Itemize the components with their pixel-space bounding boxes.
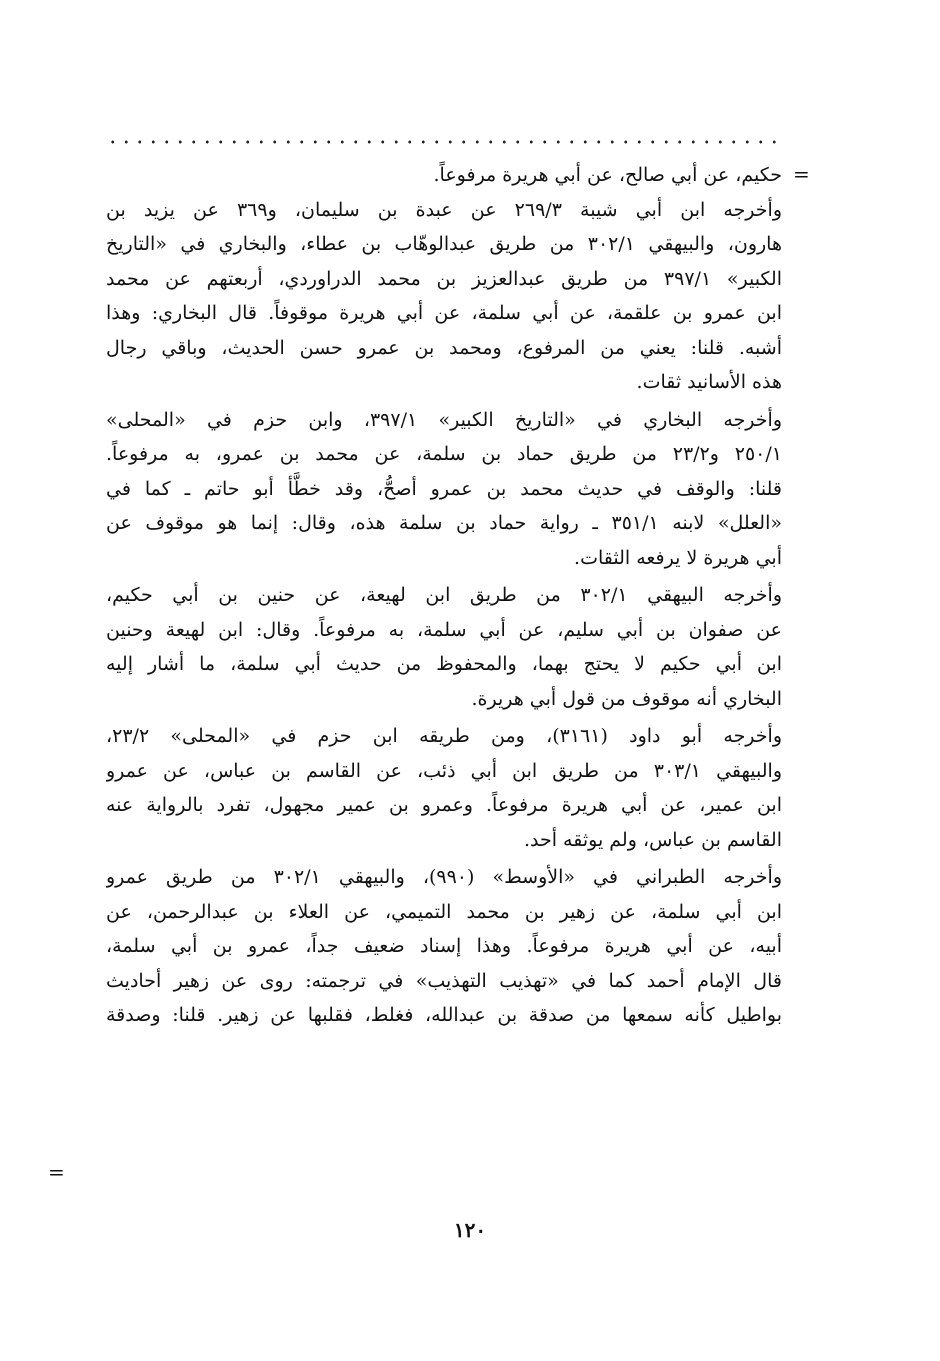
footnote-text (106, 158, 782, 1033)
text-line: الكبير» ٣٩٧/١ من طريق عبدالعزيز بن محمد الدراوردي، أربعتهم عن محمد (106, 267, 782, 290)
page-number: ١٢٠ (453, 1218, 487, 1242)
text-line: البخاري أنه موقوف من قول أبي هريرة. (471, 687, 782, 710)
text-line: ابن عمير، عن أبي هريرة مرفوعاً. وعمرو بن عمير مجهول، تفرد بالرواية عنه (106, 794, 782, 816)
text-line: عن صفوان بن أبي سليم، عن أبي سلمة، به مرفوعاً. وقال: ابن لهيعة وحنين (106, 618, 782, 641)
text-line: ٢٥٠/١ و٢٣/٢ من طريق حماد بن سلمة، عن محمد بن عمرو، به مرفوعاً. (106, 443, 782, 465)
footnote-separator (106, 140, 782, 144)
text-line: والبيهقي ٣٠٣/١ من طريق ابن أبي ذئب، عن القاسم بن عباس، عن عمرو (106, 759, 782, 782)
text-line: أبيه، عن أبي هريرة مرفوعاً. وهذا إسناد ضعيف جداً، عمرو بن أبي سلمة، (106, 935, 782, 957)
text-line: القاسم بن عباس، ولم يوثقه أحد. (523, 828, 782, 851)
text-line: ابن عمرو بن علقمة، عن أبي سلمة، عن أبي هريرة موقوفاً. قال البخاري: وهذا (106, 302, 782, 324)
text-line: هارون، والبيهقي ٣٠٢/١ من طريق عبدالوهّاب بن عطاء، والبخاري في «التاريخ (106, 233, 782, 255)
text-line: حكيم، عن أبي صالح، عن أبي هريرة مرفوعاً. (433, 164, 782, 186)
continuation-marker-end: = (48, 1160, 65, 1184)
text-line: قال الإمام أحمد كما في «تهذيب التهذيب» في ترجمته: روى عن زهير أحاديث (106, 969, 782, 992)
text-line: هذه الأسانيد ثقات. (636, 371, 782, 393)
text-line: وأخرجه البيهقي ٣٠٢/١ من طريق ابن لهيعة، عن حنين بن أبي حكيم، (106, 584, 782, 606)
text-line: أشبه. قلنا: يعني من المرفوع، ومحمد بن عمرو حسن الحديث، وباقي رجال (106, 336, 782, 359)
text-line: وأخرجه ابن أبي شيبة ٢٦٩/٣ عن عبدة بن سليمان، و٣٦٩ عن يزيد بن (106, 198, 782, 221)
text-line: وأخرجه أبو داود (٣١٦١)، ومن طريقه ابن حزم في «المحلى» ٢٣/٢، (106, 725, 782, 747)
text-line: وأخرجه البخاري في «التاريخ الكبير» ٣٩٧/١، وابن حزم في «المحلى» (106, 408, 782, 431)
text-line: ابن أبي حكيم لا يحتج بهما، والمحفوظ من حديث أبي سلمة، ما أشار إليه (106, 653, 782, 675)
text-line: بواطيل كأنه سمعها من صدقة بن عبدالله، فغلط، فقلبها عن زهير. قلنا: وصدقة (106, 1004, 782, 1026)
text-line: «العلل» لابنه ٣٥١/١ ـ رواية حماد بن سلمة هذه، وقال: إنما هو موقوف عن (106, 512, 782, 534)
text-line: أبي هريرة لا يرفعه الثقات. (574, 546, 782, 569)
text-line: ابن أبي سلمة، عن زهير بن محمد التميمي، عن العلاء بن عبدالرحمن، عن (106, 900, 782, 923)
continuation-marker-start: = (793, 162, 810, 186)
text-line: قلنا: والوقف في حديث محمد بن عمرو أصحُّ، وقد خطَّأ أبو حاتم ـ كما في (106, 477, 782, 500)
text-line: وأخرجه الطبراني في «الأوسط» (٩٩٠)، والبيهقي ٣٠٢/١ من طريق عمرو (106, 866, 782, 888)
